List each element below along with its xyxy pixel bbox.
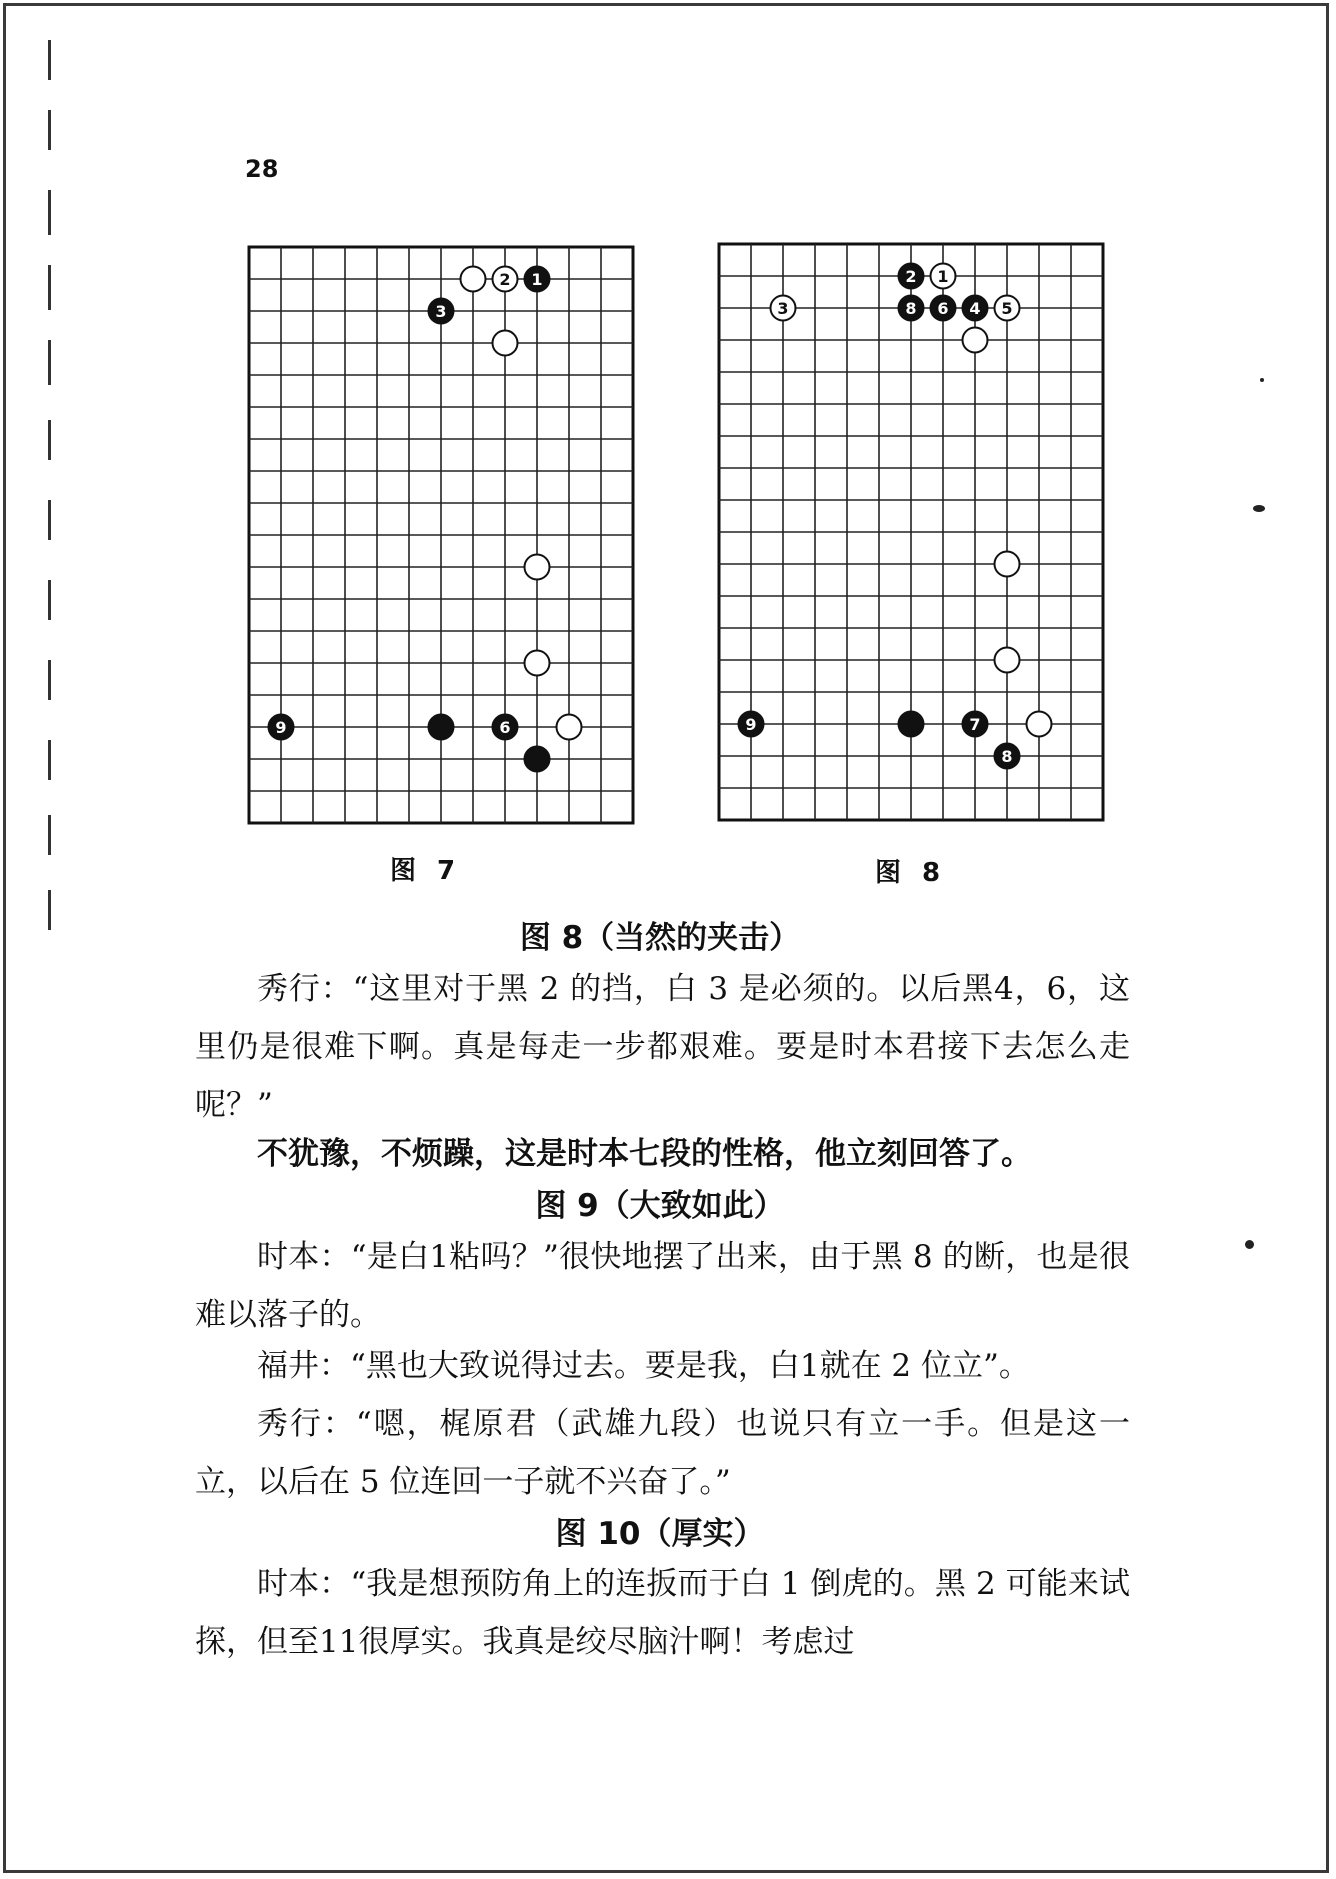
black-stone: [493, 715, 518, 740]
black-stone: [525, 267, 550, 292]
stone-move-number: 9: [275, 718, 287, 737]
stone-move-number: 7: [969, 715, 981, 734]
stone-disc: [525, 651, 550, 676]
white-stone: [525, 555, 550, 580]
white-stone: [1027, 712, 1052, 737]
scan-speck: [1253, 505, 1265, 512]
page-number: 28: [245, 155, 279, 183]
white-stone: [525, 651, 550, 676]
binding-mark: [48, 500, 51, 540]
scan-speck: [1260, 378, 1264, 382]
go-board-diagram-7: [245, 243, 625, 823]
stone-disc: [1027, 712, 1052, 737]
scan-speck: [1245, 1240, 1254, 1249]
stone-move-number: 1: [937, 267, 949, 286]
section-heading-figure-9: 图 9（大致如此）: [535, 1188, 785, 1224]
binding-mark: [48, 265, 51, 310]
binding-mark: [48, 340, 51, 385]
stone-disc: [525, 747, 550, 772]
white-stone: [931, 264, 956, 289]
white-stone: [963, 328, 988, 353]
section-heading-figure-8: 图 8（当然的夹击）: [519, 920, 801, 956]
black-stone: [739, 712, 764, 737]
go-board-diagram-8: [715, 240, 1095, 825]
stone-move-number: 6: [937, 299, 949, 318]
stone-disc: [525, 555, 550, 580]
binding-mark: [48, 580, 51, 620]
section-heading-figure-10: 图 10（厚实）: [555, 1516, 765, 1552]
stone-disc: [995, 648, 1020, 673]
stone-move-number: 2: [499, 270, 511, 289]
stone-disc: [461, 267, 486, 292]
paragraph-tokimoto-1: 时本：“是白1粘吗？”很快地摆了出来，由于黑 8 的断，也是很难以落子的。: [195, 1239, 1130, 1333]
stone-disc: [557, 715, 582, 740]
paragraph-hidekuni-1: 秀行：“这里对于黑 2 的挡，白 3 是必须的。以后黑4，6，这里仍是很难下啊。真是每走一步都艰难。要是时本君接下去怎么走呢？”: [195, 971, 1130, 1123]
stone-move-number: 1: [531, 270, 543, 289]
stone-move-number: 8: [905, 299, 917, 318]
binding-mark: [48, 890, 51, 930]
black-stone: [899, 296, 924, 321]
stone-disc: [963, 328, 988, 353]
black-stone: [995, 744, 1020, 769]
black-stone: [963, 296, 988, 321]
white-stone: [493, 331, 518, 356]
stone-move-number: 2: [905, 267, 917, 286]
binding-mark: [48, 190, 51, 235]
binding-mark: [48, 420, 51, 460]
paragraph-hidekuni-2: 秀行：“嗯，梶原君（武雄九段）也说只有立一手。但是这一立，以后在 5 位连回一子就不兴奋了。”: [195, 1406, 1130, 1500]
black-stone: [899, 712, 924, 737]
binding-mark: [48, 660, 51, 700]
white-stone: [557, 715, 582, 740]
binding-mark: [48, 815, 51, 855]
white-stone: [995, 552, 1020, 577]
black-stone: [525, 747, 550, 772]
stone-move-number: 3: [777, 299, 789, 318]
diagram-7-caption: 图 7: [390, 856, 462, 886]
black-stone: [429, 299, 454, 324]
white-stone: [995, 648, 1020, 673]
diagram-8-caption: 图 8: [875, 858, 947, 888]
paragraph-tokimoto-2: 时本：“我是想预防角上的连扳而于白 1 倒虎的。黑 2 可能来试探，但至11很厚实。我真是绞尽脑汁啊！考虑过: [195, 1566, 1130, 1660]
binding-mark: [48, 40, 51, 80]
black-stone: [269, 715, 294, 740]
paragraph-narration: 不犹豫，不烦躁，这是时本七段的性格，他立刻回答了。: [257, 1136, 1032, 1172]
stone-disc: [493, 331, 518, 356]
stone-move-number: 3: [435, 302, 447, 321]
white-stone: [461, 267, 486, 292]
stone-move-number: 5: [1001, 299, 1013, 318]
paragraph-fukui: 福井：“黑也大致说得过去。要是我，白1就在 2 位立”。: [257, 1348, 1030, 1384]
white-stone: [493, 267, 518, 292]
black-stone: [931, 296, 956, 321]
white-stone: [771, 296, 796, 321]
stone-move-number: 8: [1001, 747, 1013, 766]
black-stone: [429, 715, 454, 740]
stone-move-number: 6: [499, 718, 511, 737]
stone-disc: [899, 712, 924, 737]
black-stone: [963, 712, 988, 737]
stone-move-number: 9: [745, 715, 757, 734]
binding-mark: [48, 110, 51, 150]
binding-mark: [48, 740, 51, 780]
stone-disc: [995, 552, 1020, 577]
stone-disc: [429, 715, 454, 740]
black-stone: [899, 264, 924, 289]
white-stone: [995, 296, 1020, 321]
stone-move-number: 4: [969, 299, 981, 318]
